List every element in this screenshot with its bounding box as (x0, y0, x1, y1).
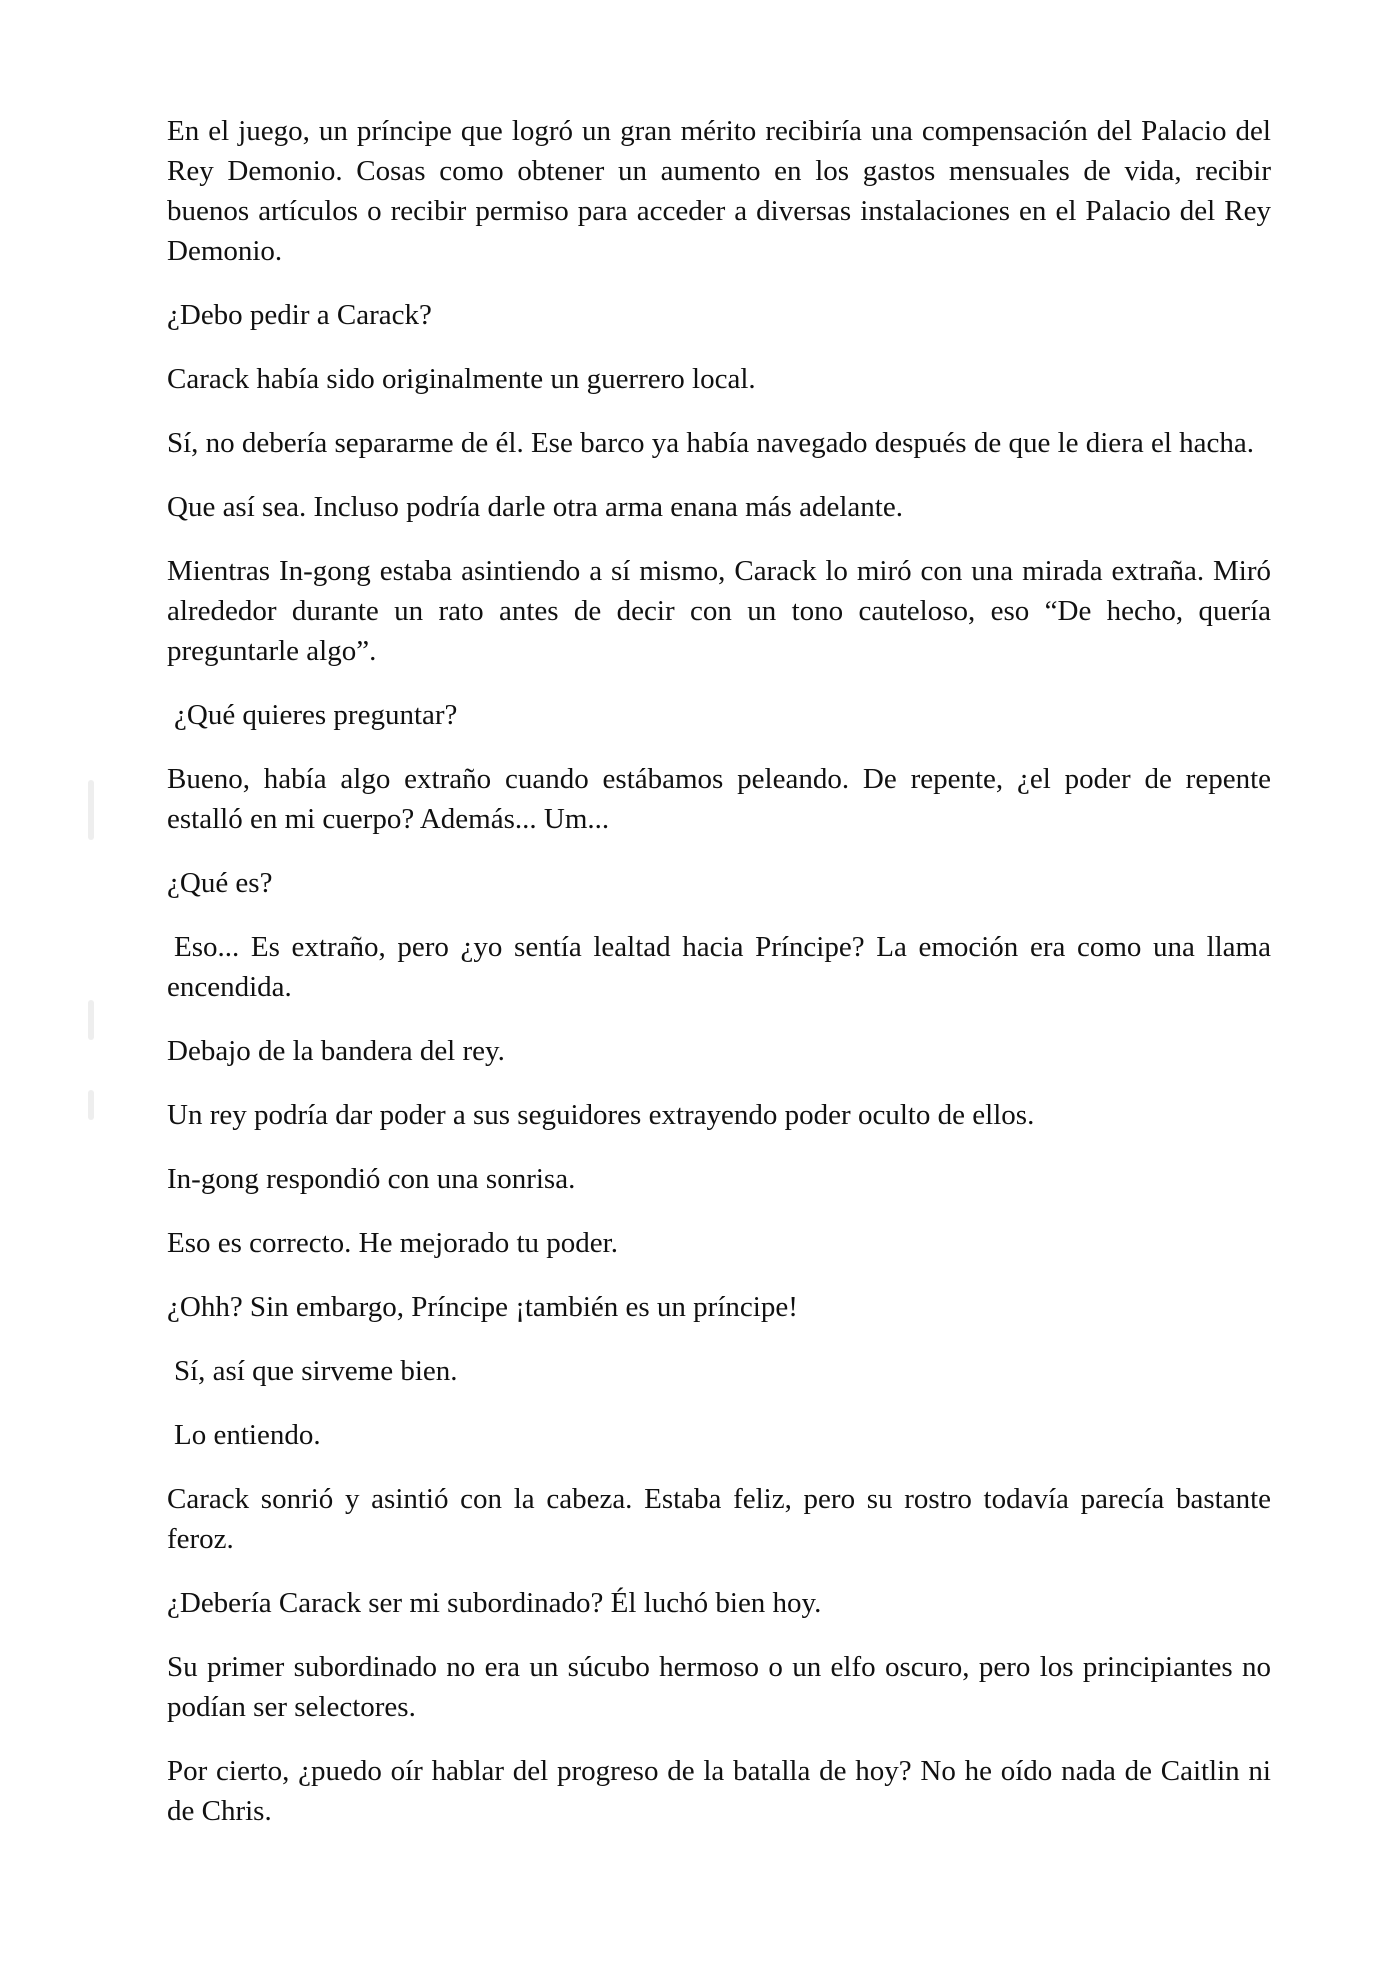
paragraph: Sí, no debería separarme de él. Ese barco ya había navegado después de que le diera el hacha. (167, 427, 1255, 459)
paragraph: Eso es correcto. He mejorado tu poder. (167, 1227, 618, 1259)
scan-artifact (88, 1000, 94, 1040)
scan-artifact (88, 780, 94, 840)
paragraph: Lo entiendo. (174, 1419, 321, 1451)
paragraph: ¿Qué quieres preguntar? (174, 699, 458, 731)
paragraph: In-gong respondió con una sonrisa. (167, 1163, 576, 1195)
paragraph: Bueno, había algo extraño cuando estábamos peleando. De repente, ¿el poder de repente estalló en mi cuerpo? Además... Um... (167, 763, 1271, 835)
paragraph: En el juego, un príncipe que logró un gran mérito recibiría una compensación del Palacio del Rey Demonio. Cosas como obtener un aumento en los gastos mensuales de vida, recibir buenos artículos o recibir permiso para acceder a diversas instalaciones en el Palacio del Rey Demonio. (167, 115, 1271, 267)
scan-artifact (88, 1090, 94, 1120)
paragraph: Que así sea. Incluso podría darle otra arma enana más adelante. (167, 491, 903, 523)
paragraph: Sí, así que sirveme bien. (174, 1355, 458, 1387)
paragraph: Un rey podría dar poder a sus seguidores extrayendo poder oculto de ellos. (167, 1099, 1035, 1131)
text-column (167, 111, 1271, 1855)
paragraph: ¿Debo pedir a Carack? (167, 299, 432, 331)
paragraph: ¿Qué es? (167, 867, 273, 899)
paragraph: Por cierto, ¿puedo oír hablar del progreso de la batalla de hoy? No he oído nada de Caitlin ni de Chris. (167, 1755, 1271, 1827)
paragraph: Su primer subordinado no era un súcubo hermoso o un elfo oscuro, pero los principiantes no podían ser selectores. (167, 1651, 1271, 1723)
paragraph: Carack había sido originalmente un guerrero local. (167, 363, 756, 395)
paragraph: Eso... Es extraño, pero ¿yo sentía lealtad hacia Príncipe? La emoción era como una llama encendida. (167, 931, 1271, 1003)
paragraph: Mientras In-gong estaba asintiendo a sí mismo, Carack lo miró con una mirada extraña. Miró alrededor durante un rato antes de decir con un tono cauteloso, eso “De hecho, quería preguntarle algo”. (167, 555, 1271, 667)
paragraph: Debajo de la bandera del rey. (167, 1035, 505, 1067)
paragraph: ¿Debería Carack ser mi subordinado? Él luchó bien hoy. (167, 1587, 822, 1619)
paragraph: ¿Ohh? Sin embargo, Príncipe ¡también es un príncipe! (167, 1291, 798, 1323)
paragraph: Carack sonrió y asintió con la cabeza. Estaba feliz, pero su rostro todavía parecía bastante feroz. (167, 1483, 1271, 1555)
